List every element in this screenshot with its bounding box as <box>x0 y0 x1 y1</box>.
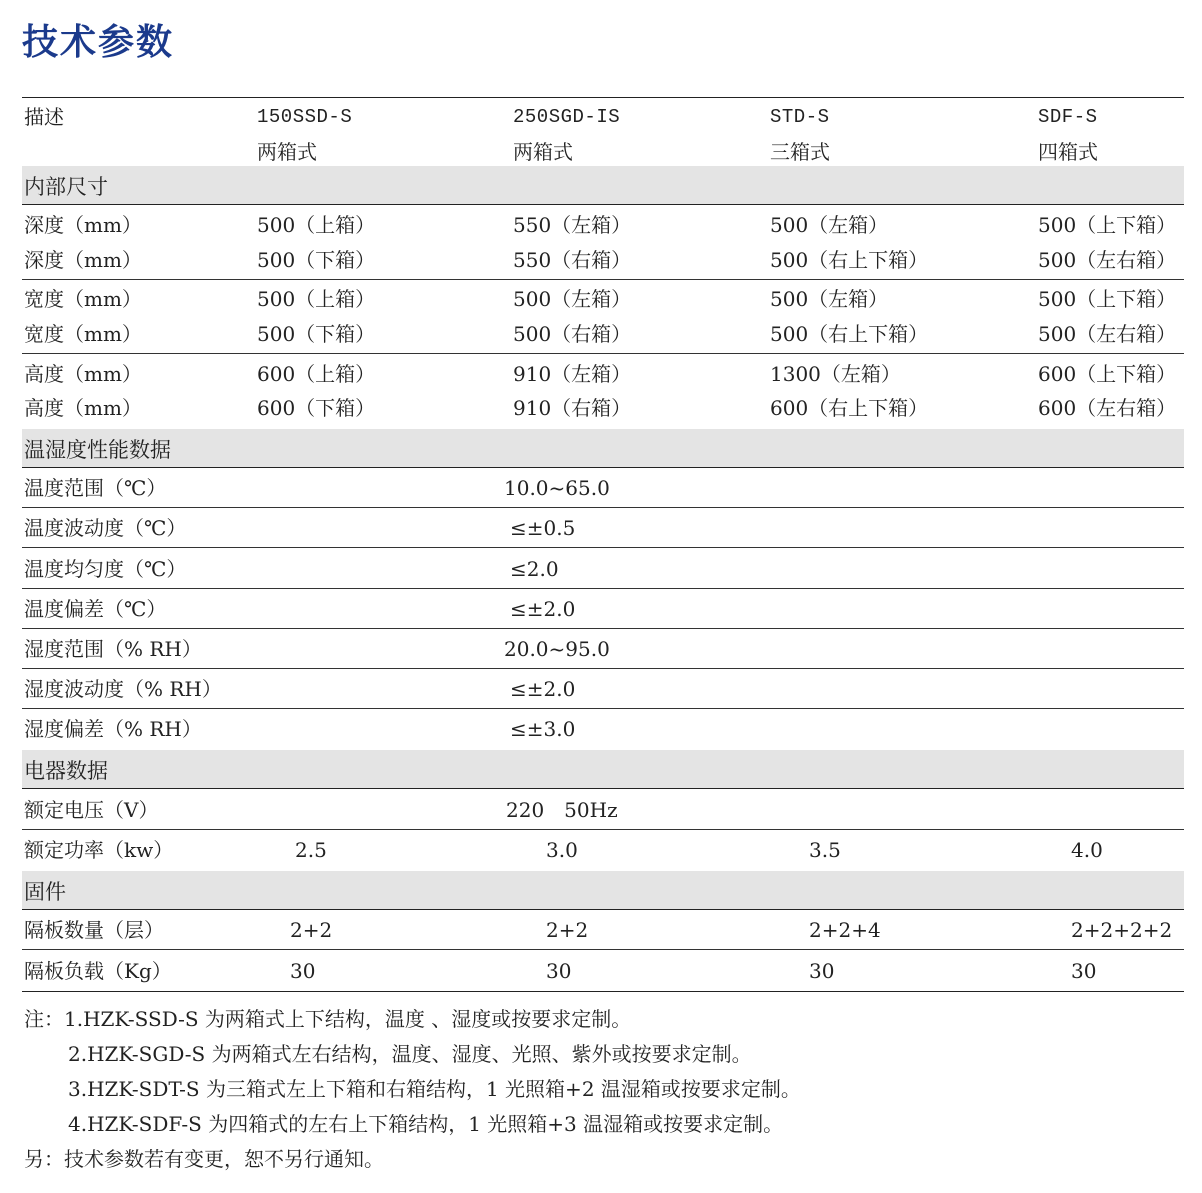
dims-value: 600（上箱） <box>257 362 376 386</box>
shelf-load-value: 30 <box>1071 959 1097 983</box>
section-elec-title: 电器数据 <box>24 759 108 783</box>
dims-value: 500（左箱） <box>770 213 889 237</box>
rule <box>22 668 1184 669</box>
rule <box>22 628 1184 629</box>
dims-value: 500（上箱） <box>257 213 376 237</box>
rule <box>22 588 1184 589</box>
dims-label-2: 深度（mm） <box>24 248 142 272</box>
note-4: 4.HZK-SDF-S 为四箱式的左右上下箱结构，1 光照箱+3 温湿箱或按要求定制。 <box>68 1112 784 1136</box>
power-value: 3.0 <box>546 838 578 862</box>
rule <box>22 708 1184 709</box>
section-dims <box>22 166 1184 204</box>
model-type-1: 两箱式 <box>257 140 317 164</box>
notes <box>24 1002 801 1177</box>
section-fix-title: 固件 <box>24 880 66 904</box>
shelf-count-value: 2+2+2+2 <box>1071 918 1173 942</box>
dims-value: 500（左箱） <box>513 287 632 311</box>
dims-label-5: 高度（mm） <box>24 362 142 386</box>
th-label: 温度偏差（℃） <box>24 597 167 621</box>
model-type-3: 三箱式 <box>770 140 830 164</box>
table-top-rule <box>22 97 1184 98</box>
section-elec <box>22 750 1184 788</box>
dims-value: 600（右上下箱） <box>770 396 929 420</box>
th-value: ≤±2.0 <box>510 677 576 701</box>
power-label: 额定功率（kw） <box>24 838 174 862</box>
dims-label-1: 深度（mm） <box>24 213 142 237</box>
rule <box>22 204 1184 205</box>
dims-value: 500（右上下箱） <box>770 322 929 346</box>
dims-value: 1300（左箱） <box>770 362 901 386</box>
model-name-1: 150SSD-S <box>257 106 353 128</box>
rule <box>22 949 1184 950</box>
rule <box>22 788 1184 789</box>
shelf-load-value: 30 <box>546 959 572 983</box>
voltage-value: 220 50Hz <box>506 798 618 822</box>
dims-value: 500（左箱） <box>770 287 889 311</box>
section-dims-title: 内部尺寸 <box>24 175 108 199</box>
th-label: 湿度范围（% RH） <box>24 637 202 661</box>
th-label: 温度均匀度（℃） <box>24 557 187 581</box>
dims-value: 500（上下箱） <box>1038 213 1177 237</box>
th-label: 湿度偏差（% RH） <box>24 717 202 741</box>
rule <box>22 829 1184 830</box>
power-value: 2.5 <box>295 838 327 862</box>
section-fix <box>22 871 1184 909</box>
shelf-load-value: 30 <box>809 959 835 983</box>
shelf-count-label: 隔板数量（层） <box>24 918 164 942</box>
th-value: 20.0~95.0 <box>504 637 610 661</box>
shelf-load-value: 30 <box>290 959 316 983</box>
rule <box>22 467 1184 468</box>
dims-value: 600（下箱） <box>257 396 376 420</box>
shelf-load-label: 隔板负载（Kg） <box>24 959 172 983</box>
model-type-2: 两箱式 <box>513 140 573 164</box>
dims-value: 500（右箱） <box>513 322 632 346</box>
dims-value: 500（下箱） <box>257 322 376 346</box>
note-2: 2.HZK-SGD-S 为两箱式左右结构，温度、湿度、光照、紫外或按要求定制。 <box>68 1042 752 1066</box>
th-value: ≤±0.5 <box>510 516 576 540</box>
shelf-count-value: 2+2 <box>546 918 589 942</box>
note-1: 注：1.HZK-SSD-S 为两箱式上下结构，温度 、湿度或按要求定制。 <box>24 1007 632 1031</box>
rule <box>22 353 1184 354</box>
power-value: 4.0 <box>1071 838 1103 862</box>
dims-value: 550（右箱） <box>513 248 632 272</box>
model-name-2: 250SGD-IS <box>513 106 621 128</box>
th-label: 湿度波动度（% RH） <box>24 677 222 701</box>
shelf-count-value: 2+2+4 <box>809 918 881 942</box>
table-bottom-rule <box>22 991 1184 992</box>
model-type-4: 四箱式 <box>1038 140 1098 164</box>
section-th <box>22 429 1184 467</box>
dims-value: 550（左箱） <box>513 213 632 237</box>
note-disclaimer: 另：技术参数若有变更，恕不另行通知。 <box>24 1147 384 1171</box>
dims-value: 500（下箱） <box>257 248 376 272</box>
th-label: 温度范围（℃） <box>24 476 167 500</box>
model-name-4: SDF-S <box>1038 106 1098 128</box>
shelf-count-value: 2+2 <box>290 918 333 942</box>
dims-label-4: 宽度（mm） <box>24 322 142 346</box>
dims-value: 500（左右箱） <box>1038 322 1177 346</box>
dims-label-6: 高度（mm） <box>24 396 142 420</box>
rule <box>22 547 1184 548</box>
dims-value: 500（右上下箱） <box>770 248 929 272</box>
dims-value: 500（左右箱） <box>1038 248 1177 272</box>
dims-value: 500（上箱） <box>257 287 376 311</box>
rule <box>22 279 1184 280</box>
power-value: 3.5 <box>809 838 841 862</box>
dims-value: 910（左箱） <box>513 362 632 386</box>
model-name-3: STD-S <box>770 106 830 128</box>
dims-value: 600（上下箱） <box>1038 362 1177 386</box>
voltage-label: 额定电压（V） <box>24 798 159 822</box>
note-3: 3.HZK-SDT-S 为三箱式左上下箱和右箱结构，1 光照箱+2 温湿箱或按要求定制。 <box>68 1077 801 1101</box>
dims-value: 500（上下箱） <box>1038 287 1177 311</box>
th-value: ≤±3.0 <box>510 717 576 741</box>
rule <box>22 909 1184 910</box>
page-title: 技术参数 <box>22 22 175 63</box>
th-value: ≤±2.0 <box>510 597 576 621</box>
dims-label-3: 宽度（mm） <box>24 287 142 311</box>
dims-value: 600（左右箱） <box>1038 396 1177 420</box>
th-value: ≤2.0 <box>510 557 559 581</box>
dims-value: 910（右箱） <box>513 396 632 420</box>
rule <box>22 507 1184 508</box>
th-value: 10.0~65.0 <box>504 476 610 500</box>
header-label: 描述 <box>24 105 64 129</box>
section-th-title: 温湿度性能数据 <box>24 438 171 462</box>
th-label: 温度波动度（℃） <box>24 516 187 540</box>
